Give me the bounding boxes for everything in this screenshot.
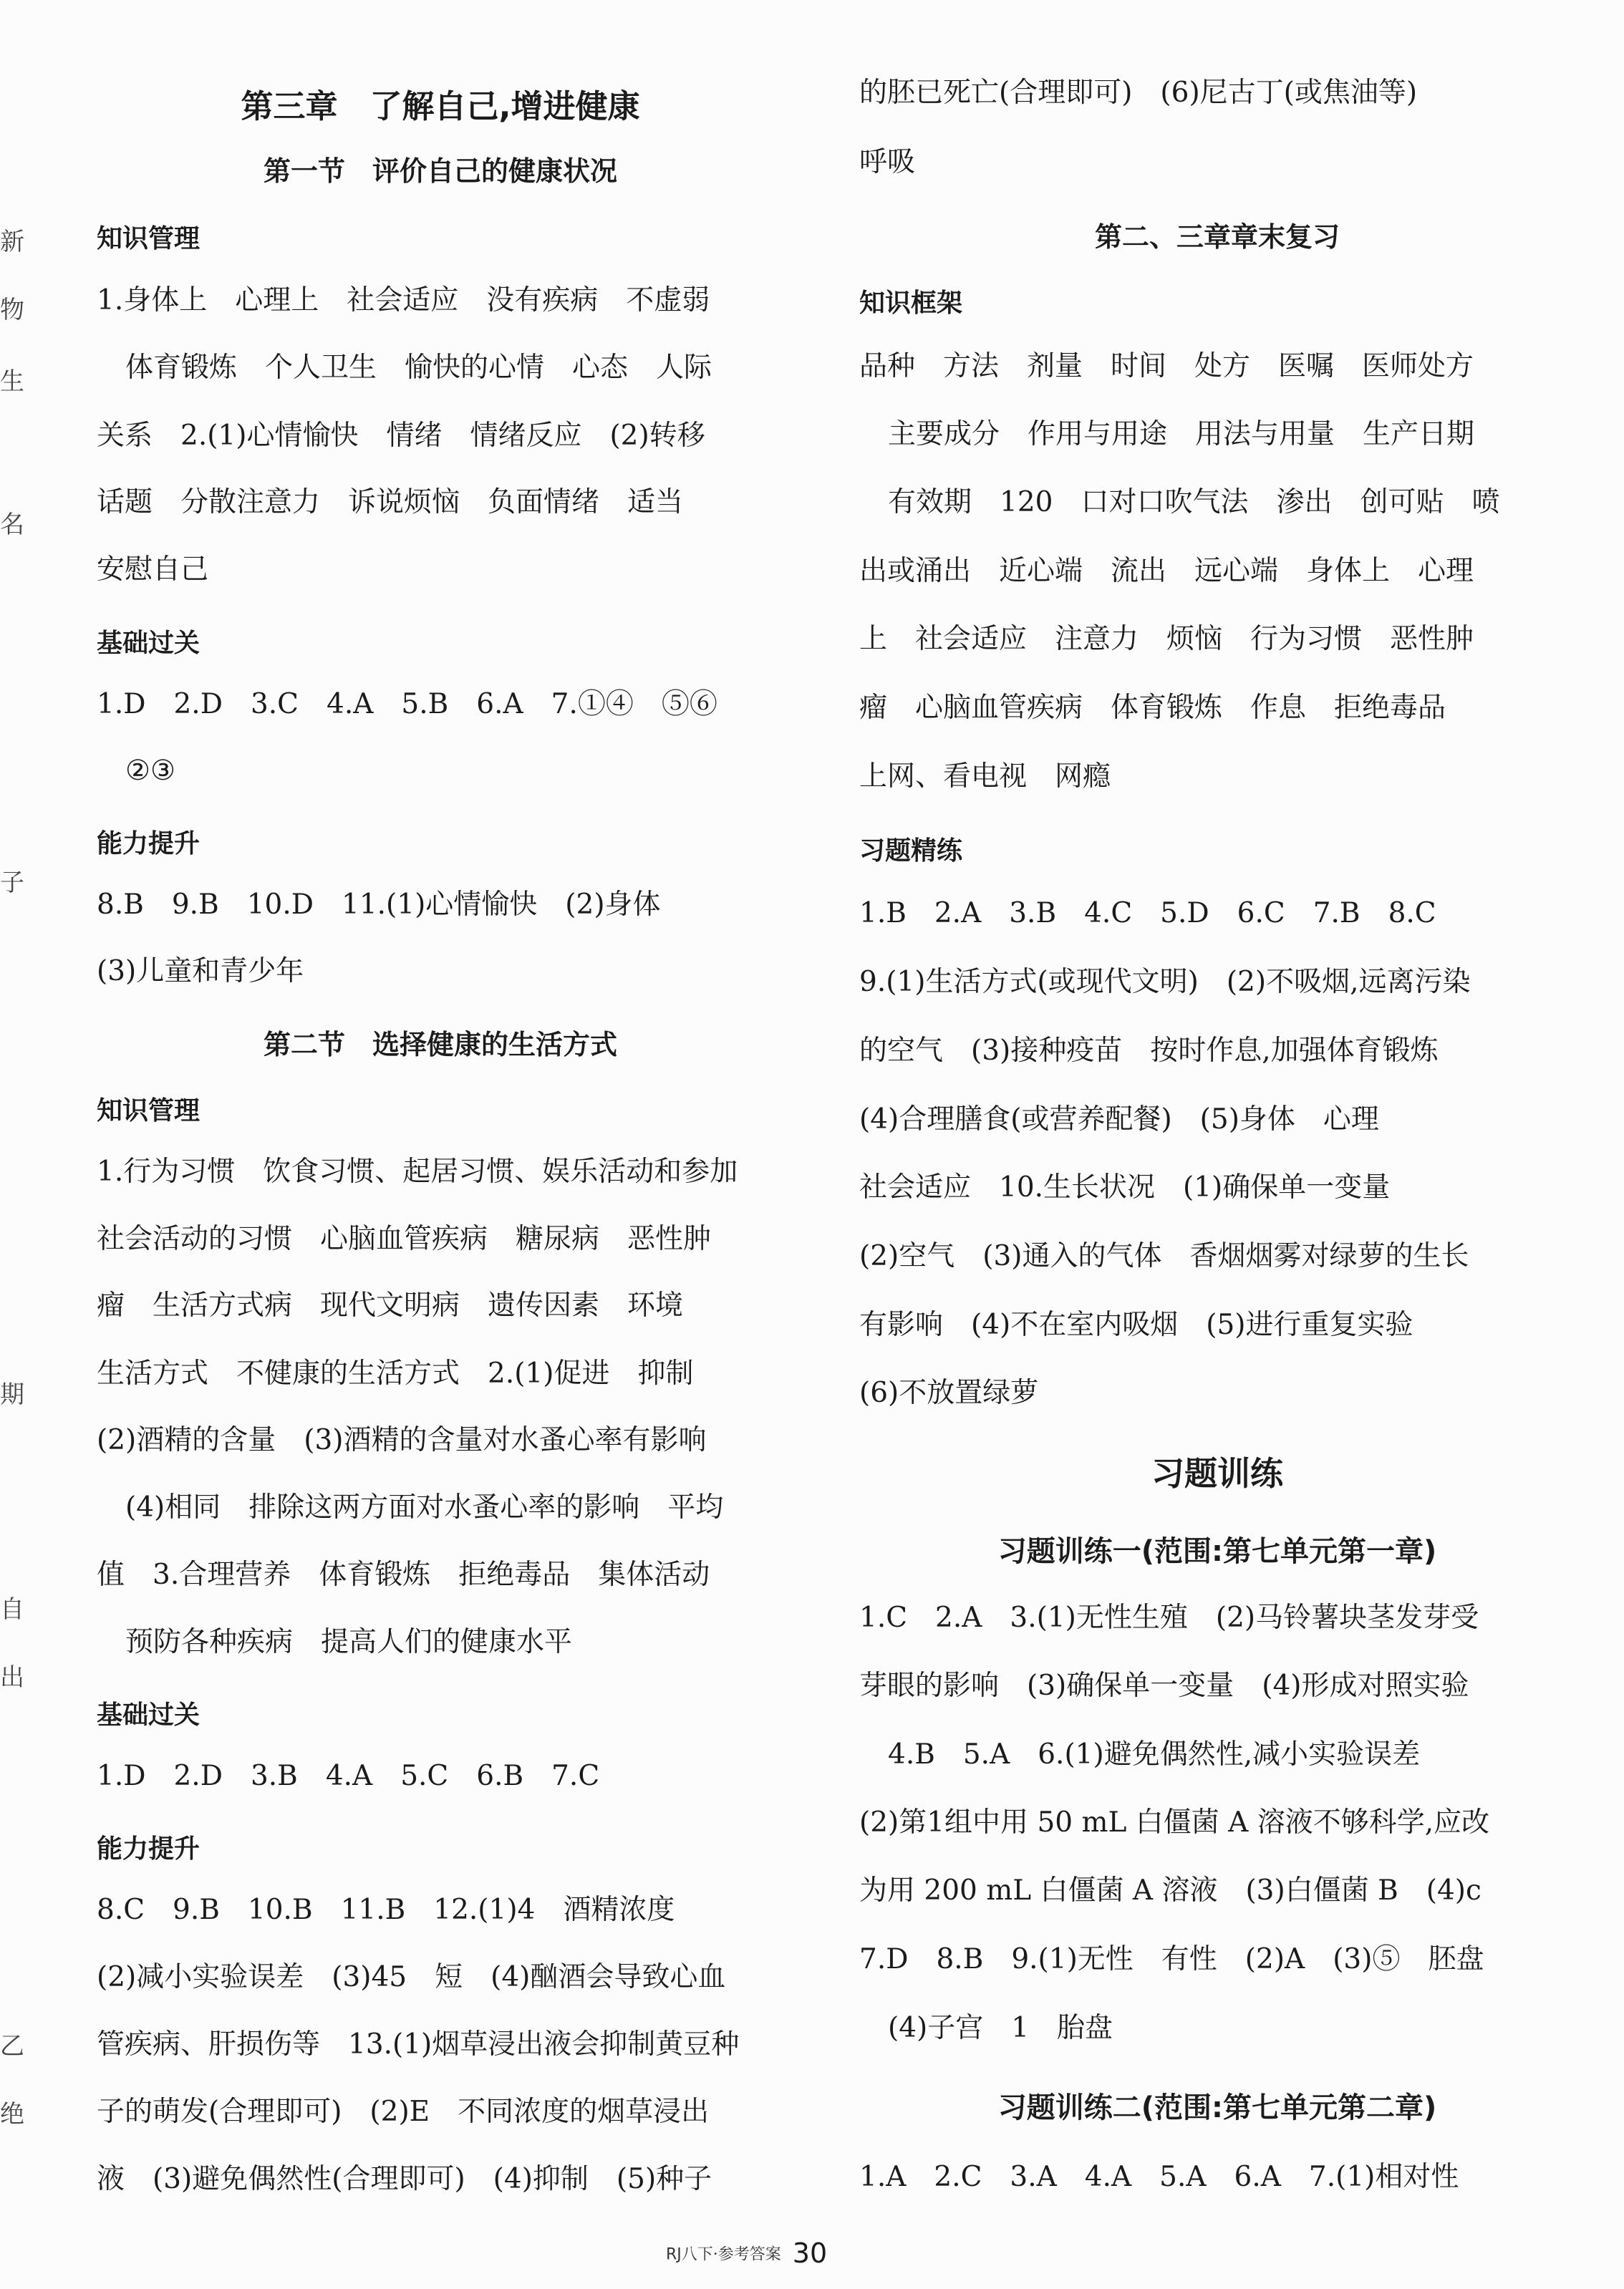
chapter-title: 第三章 了解自己,增进健康 [241,87,640,125]
answer-line: 瘤 心脑血管疾病 体育锻炼 作息 拒绝毒品 [859,692,1446,724]
page-footer [666,2237,827,2269]
subheading: 习题精练 [859,836,963,866]
subheading: 知识管理 [97,1096,200,1126]
answer-line: 生活方式 不健康的生活方式 2.(1)促进 抑制 [97,1358,694,1390]
answer-line: 话题 分散注意力 诉说烦恼 负面情绪 适当 [97,486,684,518]
edge-char: 绝 [0,2100,24,2129]
subheading: 能力提升 [97,829,200,858]
answer-line: 主要成分 作用与用途 用法与用量 生产日期 [888,418,1475,450]
subheading: 基础过关 [97,1700,200,1730]
edge-char: 乙 [0,2032,24,2061]
answer-line: 为用 200 mL 白僵菌 A 溶液 (3)白僵菌 B (4)c [859,1874,1482,1907]
answer-line: 子的萌发(合理即可) (2)E 不同浓度的烟草浸出 [97,2096,710,2128]
subheading: 知识管理 [97,224,200,253]
answer-line: 有效期 120 口对口吹气法 渗出 创可贴 喷 [888,486,1500,518]
section-title: 第二、三章章末复习 [1094,221,1340,253]
answer-line: 瘤 生活方式病 现代文明病 遗传因素 环境 [97,1289,684,1322]
subheading: 基础过关 [97,629,200,658]
subheading: 能力提升 [97,1834,200,1864]
edge-char: 子 [0,868,24,897]
edge-char: 生 [0,367,24,396]
left-edge-fragments [0,0,29,2289]
answer-line: 的胚已死亡(合理即可) (6)尼古丁(或焦油等) [859,77,1418,109]
answer-line: 芽眼的影响 (3)确保单一变量 (4)形成对照实验 [859,1670,1469,1702]
answer-line: 1.D 2.D 3.B 4.A 5.C 6.B 7.C [97,1760,600,1792]
answer-line: 上 社会适应 注意力 烦恼 行为习惯 恶性肿 [859,623,1474,655]
edge-char: 新 [0,228,24,256]
page-number: 30 [792,2237,828,2269]
answer-line: 安慰自己 [97,553,209,586]
answer-line: 有影响 (4)不在室内吸烟 (5)进行重复实验 [859,1309,1413,1341]
answer-line: (4)合理膳食(或营养配餐) (5)身体 心理 [859,1103,1379,1136]
answer-line: (4)子宫 1 胎盘 [888,2012,1113,2044]
answer-line: (2)空气 (3)通入的气体 香烟烟雾对绿萝的生长 [859,1240,1469,1272]
answer-line: 体育锻炼 个人卫生 愉快的心情 心态 人际 [125,352,712,384]
section-title: 习题训练二(范围:第七单元第二章) [997,2091,1437,2124]
answer-line: 关系 2.(1)心情愉快 情绪 情绪反应 (2)转移 [97,420,705,452]
answer-line: (3)儿童和青少年 [97,955,304,987]
answer-line: 1.身体上 心理上 社会适应 没有疾病 不虚弱 [97,284,710,316]
section-title: 第二节 选择健康的生活方式 [263,1029,617,1060]
answer-line: 社会活动的习惯 心脑血管疾病 糖尿病 恶性肿 [97,1223,712,1255]
answer-line: 上网、看电视 网瘾 [859,760,1111,793]
edge-char: 自 [0,1595,24,1624]
answer-line: 出或涌出 近心端 流出 远心端 身体上 心理 [859,555,1474,587]
section-title: 习题训练一(范围:第七单元第一章) [997,1535,1437,1568]
edge-char: 物 [0,296,24,324]
answer-line: 1.A 2.C 3.A 4.A 5.A 6.A 7.(1)相对性 [859,2161,1459,2193]
footer-label: RJ八下·参考答案 [666,2245,781,2264]
answer-line: 7.D 8.B 9.(1)无性 有性 (2)A (3)⑤ 胚盘 [859,1943,1484,1975]
answer-line: 1.B 2.A 3.B 4.C 5.D 6.C 7.B 8.C [859,897,1436,929]
answer-line: (2)酒精的含量 (3)酒精的含量对水蚤心率有影响 [97,1424,707,1456]
answer-line: 值 3.合理营养 体育锻炼 拒绝毒品 集体活动 [97,1559,710,1591]
part-title: 习题训练 [1151,1454,1283,1493]
answer-line: 1.D 2.D 3.C 4.A 5.B 6.A 7.①④ ⑤⑥ [97,688,717,720]
section-title: 第一节 评价自己的健康状况 [263,155,617,187]
answer-line: 8.C 9.B 10.B 11.B 12.(1)4 酒精浓度 [97,1894,675,1926]
answer-line: 1.行为习惯 饮食习惯、起居习惯、娱乐活动和参加 [97,1156,738,1188]
answer-line: 8.B 9.B 10.D 11.(1)心情愉快 (2)身体 [97,889,661,921]
answer-line: (2)第1组中用 50 mL 白僵菌 A 溶液不够科学,应改 [859,1806,1490,1839]
answer-line: 管疾病、肝损伤等 13.(1)烟草浸出液会抑制黄豆种 [97,2028,740,2061]
answer-line: 4.B 5.A 6.(1)避免偶然性,减小实验误差 [888,1738,1421,1771]
answer-line: 品种 方法 剂量 时间 处方 医嘱 医师处方 [859,350,1474,382]
answer-line: 液 (3)避免偶然性(合理即可) (4)抑制 (5)种子 [97,2163,712,2195]
answer-line: 社会适应 10.生长状况 (1)确保单一变量 [859,1171,1391,1204]
edge-char: 期 [0,1380,24,1409]
subheading: 知识框架 [859,289,963,318]
answer-line: 1.C 2.A 3.(1)无性生殖 (2)马铃薯块茎发芽受 [859,1602,1479,1634]
answer-line: (6)不放置绿萝 [859,1377,1039,1409]
answer-line: ②③ [125,755,175,787]
answer-line: 预防各种疾病 提高人们的健康水平 [125,1626,573,1658]
answer-line: 9.(1)生活方式(或现代文明) (2)不吸烟,远离污染 [859,966,1471,998]
edge-char: 名 [0,510,24,539]
edge-char: 出 [0,1663,24,1692]
answer-line: (4)相同 排除这两方面对水蚤心率的影响 平均 [125,1491,724,1524]
answer-line: 呼吸 [859,146,916,178]
answer-line: 的空气 (3)接种疫苗 按时作息,加强体育锻炼 [859,1035,1439,1067]
answer-line: (2)减小实验误差 (3)45 短 (4)酗酒会导致心血 [97,1961,726,1993]
